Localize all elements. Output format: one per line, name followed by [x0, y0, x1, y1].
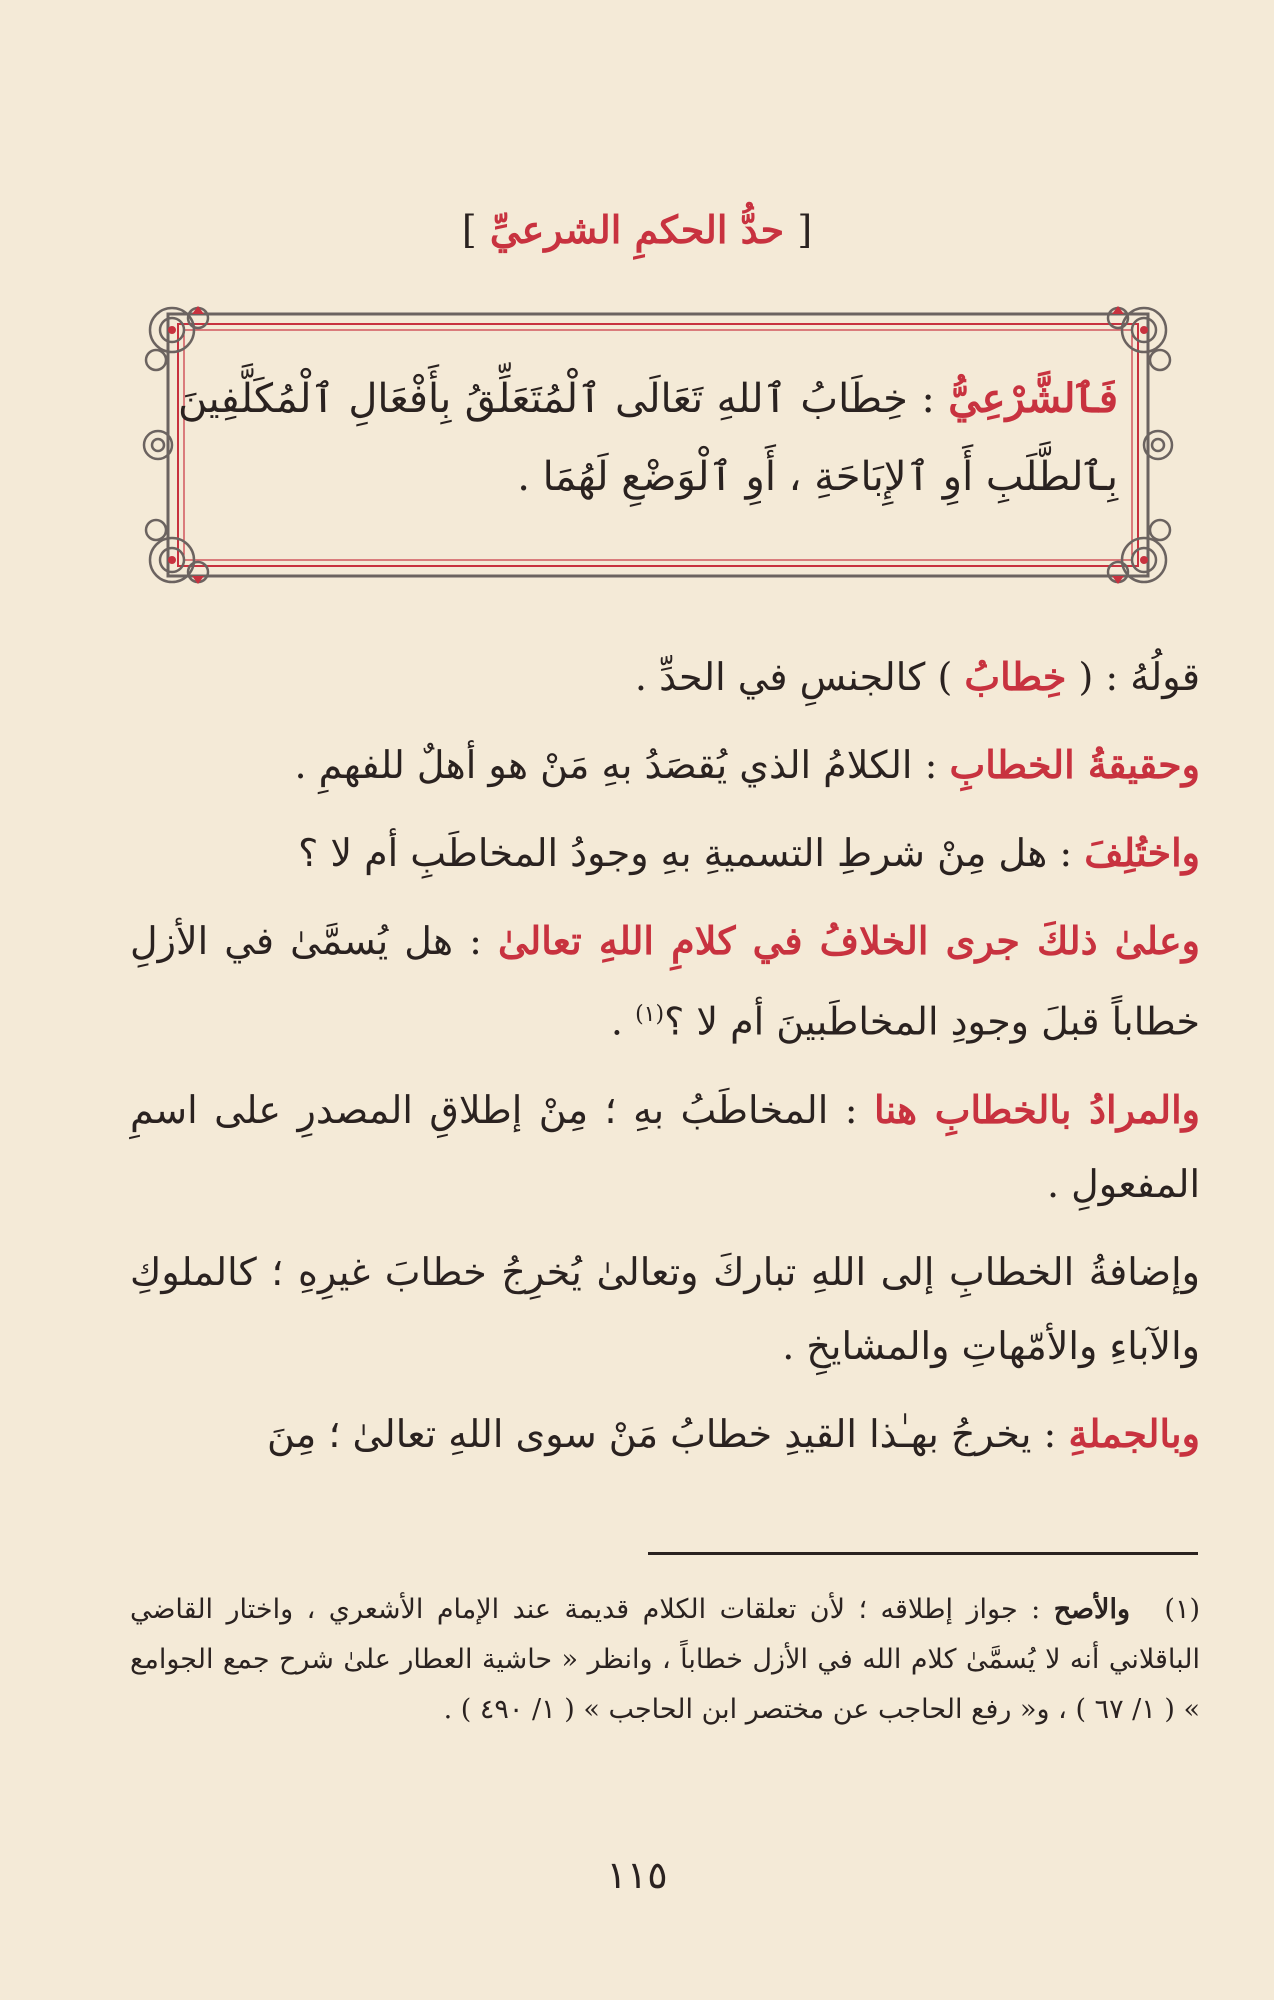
paragraph-3: [130, 816, 1200, 890]
commentary-body: [130, 640, 1200, 1485]
footnote: [130, 1585, 1200, 1735]
ornamental-frame: [138, 300, 1178, 590]
footnote-text: : جواز إطلاقه ؛ لأن تعلقات الكلام قديمة عند الإمام الأشعري ، واختار القاضي الباقلاني أنه لا يُسمَّىٰ كلام الله في الأزل خطاباً ، وانظر « حاشية العطار علىٰ شرح جمع الجوامع » ( ١/ ٦٧ ) ، و« رفع الحاجب عن مختصر ابن الحاجب » ( ١/ ٤٩٠ ) .: [130, 1594, 1200, 1725]
paragraph-term: واختُلِفَ: [1084, 830, 1200, 875]
title-text: حدُّ الحكمِ الشرعيِّ: [489, 207, 785, 252]
paragraph-5: [130, 1073, 1200, 1221]
section-title: [0, 200, 1274, 260]
paragraph-lead: وإضافةُ الخطابِ إلى اللهِ تباركَ وتعالىٰ يُخرِجُ خطابَ غيرِهِ ؛ كالملوكِ والآباءِ والأمّهاتِ والمشايخِ .: [130, 1249, 1200, 1368]
paragraph-term: وعلىٰ ذلكَ جرى الخلافُ في كلامِ اللهِ تعالىٰ: [497, 918, 1200, 963]
title-open-bracket: [: [797, 208, 813, 252]
paragraph-term: وحقيقةُ الخطابِ: [949, 742, 1200, 787]
page-number: ١١٥: [606, 1853, 668, 1897]
paragraph-rest: : هل مِنْ شرطِ التسميةِ بهِ وجودُ المخاطَبِ أم لا ؟: [298, 831, 1085, 875]
definition-text: [178, 360, 1118, 516]
paragraph-6: [130, 1235, 1200, 1383]
paragraph-term: والمرادُ بالخطابِ هنا: [874, 1086, 1200, 1132]
paragraph-2: [130, 728, 1200, 802]
paragraph-lead: قولُهُ : (: [1066, 655, 1200, 699]
paragraph-4: [130, 904, 1200, 1059]
paragraph-tail: .: [610, 999, 636, 1044]
paragraph-term: خِطابُ: [964, 654, 1067, 699]
paragraph-term: وبالجملةِ: [1068, 1410, 1200, 1456]
paragraph-rest: ) كالجنسِ في الحدِّ .: [634, 655, 965, 699]
paragraph-1: [130, 640, 1200, 714]
definition-colon: :: [907, 376, 949, 422]
definition-term: فَٱلشَّرْعِيُّ: [948, 375, 1118, 422]
paragraph-7: [130, 1397, 1200, 1471]
paragraph-rest: : هل يُسمَّىٰ في الأزلِ خطاباً قبلَ وجودِ المخاطَبينَ أم لا ؟: [130, 919, 1200, 1044]
footnote-separator: [648, 1552, 1198, 1555]
footnote-reference[interactable]: (١): [635, 1002, 665, 1027]
paragraph-rest: : يخرجُ بهـٰذا القيدِ خطابُ مَنْ سوى اللهِ تعالىٰ ؛ مِنَ: [266, 1411, 1069, 1456]
definition-body: خِطَابُ ٱللهِ تَعَالَى ٱلْمُتَعَلِّقُ بِأَفْعَالِ ٱلْمُكَلَّفِينَ بِٱلطَّلَبِ أَوِ ٱلإِبَاحَةِ ، أَوِ ٱلْوَضْعِ لَهُمَا .: [178, 376, 1118, 500]
title-close-bracket: ]: [461, 208, 477, 252]
paragraph-rest: : المخاطَبُ بهِ ؛ مِنْ إطلاقِ المصدرِ على اسمِ المفعولِ .: [130, 1087, 1200, 1206]
paragraph-rest: : الكلامُ الذي يُقصَدُ بهِ مَنْ هو أهلٌ للفهمِ .: [294, 743, 950, 787]
footnote-lead: والأصح: [1053, 1594, 1130, 1625]
footnote-number: (١): [1164, 1594, 1200, 1625]
